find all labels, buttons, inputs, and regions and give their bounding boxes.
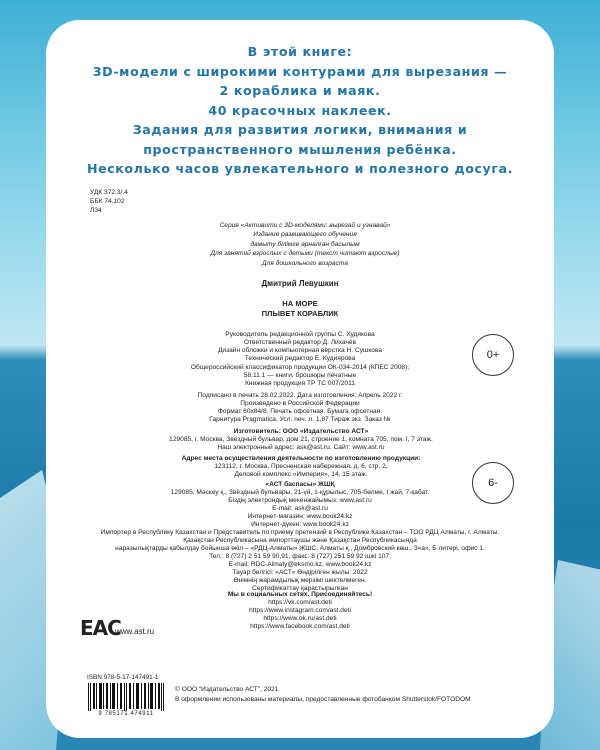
kz-line: наразылықтарды қабылдау бойынша өкіл – «РДЦ-Алматы» ЖШС, Алматы қ., Домбровский көш., 3«а», Б литері, офис 1. [115,545,485,552]
author-code: Л34 [90,207,102,214]
book-title [46,299,554,319]
promo-text [46,42,554,179]
social-heading: Мы в социальных сетях. Присоединяйтесь! [227,591,373,598]
credits [120,331,480,363]
udk-codes [90,188,128,215]
promo-line: 40 красочных наклеек. [208,102,392,118]
kz-line: Өнімнің жарамдылық мерзімі шектелмеген. [233,577,367,584]
age-badge-0plus: 0+ [472,334,514,376]
udk-line: УДК 372.3/.4 [90,189,128,196]
social-link[interactable]: https://www.ok.ru/ast.deti [263,615,337,622]
barcode-icon [86,683,166,711]
copyright-line: В оформлении использованы материалы, предоставленные фотобанком Shutterstok/FOTODOM [175,696,471,703]
barcode-number: 9 785171 474911 [98,711,154,717]
series-info [190,221,420,268]
production-heading: Адрес места осуществления деятельности по изготовлению продукции: [181,455,421,462]
series-line: Издание развивающего обучения [253,231,357,239]
classifier [120,364,480,388]
social-link[interactable]: https://www.facebook.com/ast.deti [250,623,350,630]
social-link[interactable]: https://vk.com/ast.deti [268,599,332,606]
isbn: ISBN 978-5-17-147491-1 [87,674,159,681]
series-line: Для занятий взрослых с детьми (текст читают взрослые) [210,250,400,258]
production-line: 123112, г. Москва, Пресненская набережная, д. 6, стр. 2, [214,463,388,470]
title-line: ПЛЫВЕТ КОРАБЛИК [261,309,339,318]
classifier-line: Общероссийский классификатор продукции ОК-034-2014 (КПЕС 2008); [190,364,410,371]
printing-line: Произведено в Российской Федерации [240,400,360,407]
production-address [86,455,516,479]
kz-line: Тауар белгісі: «АСТ» Өндірілген жылы: 2022 [232,569,368,576]
kazakhstan-info [60,481,540,593]
printing-line: Гарнитура Pragmatica. Усл. печ. л. 1,87 Тираж экз. Заказ № [209,416,391,423]
manufacturer [86,428,516,452]
kz-line: 129085, Мәскеу қ., Звёздный бульвары, 21-үй, 1-құрылыс, 705-бөлме, І жай, 7-қабат. [170,489,430,496]
manufacturer-line: 129085, г. Москва, Звёздный бульвар, дом 21, строение 1, комната 705, пом. I, 7 этаж. [169,436,433,443]
series-line: Для дошкольного возраста [262,259,348,267]
classifier-line: 58.11.1 — книги, брошюры печатные [243,372,357,379]
series-line: дамыту білімге арналған басылым [250,240,360,248]
title-line: НА МОРЕ [282,299,318,308]
kz-line: E-mail: ask@ast.ru [272,505,328,512]
credit-line: Ответственный редактор Д. Лихачёв [243,339,357,346]
kz-line: Интернет-магазин: www.book24.kz [247,513,353,520]
author-name: Дмитрий Левушкин [261,279,339,288]
manufacturer-line: Наш электронный адрес: ask@ast.ru. Сайт: www.ast.ru [217,444,385,451]
social-links [120,591,480,631]
production-line: Деловой комплекс «Империя», 14, 15 этаж. [234,471,368,478]
printing-line: Формат 60х84/8. Печать офсетная. Бумага офсетная. [217,408,383,415]
promo-line: Задания для развития логики, внимания и [132,122,468,137]
kz-heading: «АСТ баспасы» ЖШҚ [265,481,335,488]
series-line: Серия «Активити с 3D-моделями: вырезай и узнавай» [219,222,391,229]
kz-line: Импортер в Республику Казахстан и Представитель по приему претензий в Республике Казахстан – ТОО РДЦ Алматы, г. Алматы. [100,529,500,536]
credit-line: Технический редактор Е. Кудиярова [244,355,356,362]
kz-line: Біздің электрондық мекенжайымыз: www.ast.ru [228,497,372,504]
printing-info [120,392,480,424]
website-link[interactable]: www.ast.ru [115,627,155,636]
classifier-line: Книжная продукция ТР ТС 007/2011 [245,380,355,387]
kz-line: Сертификаттау қарастырылған [252,585,348,592]
promo-line: 3D-модели с широкими контурами для вырезания — [92,63,508,79]
bbk-line: ББК 74.102 [90,198,125,205]
copyright [175,685,471,705]
eac-mark-icon: ЕАС [80,616,121,640]
copyright-line: © ООО “Издательство АСТ”, 2021 [175,686,279,693]
kz-line: Тел.: 8 (727) 2 51 59 90,91, факс: 8 (727) 251 59 92 ішкі 107; [209,553,391,560]
manufacturer-heading: Изготовитель: ООО «Издательство АСТ» [233,428,369,435]
credit-line: Руководитель редакционной группы С. Худякова [225,331,375,338]
kz-line: Қазақстан Республикасына импорттаушы және Қазақстан Республикасында [183,537,417,544]
kz-line: E-mail: RDC-Almaty@eksmo.kz, www.book24.kz [228,561,372,568]
promo-line: пространственного мышления ребёнка. [143,141,457,157]
age-badge-6plus: 6- [472,462,514,504]
kz-line: Интернет-дүкен: www.book24.kz [251,521,349,528]
promo-line: Несколько часов увлекательного и полезного досуга. [86,161,514,176]
printing-line: Подписано в печать 28.02.2022. Дата изготовления: Апрель 2022 г. [197,392,403,399]
promo-line: В этой книге: [247,44,353,59]
credit-line: Дизайн обложки и компьютерная вёрстка Н. Сушкова [217,347,383,354]
promo-line: 2 кораблика и маяк. [219,83,381,98]
social-link[interactable]: https://www.instagram.com/ast.deti [249,607,351,614]
